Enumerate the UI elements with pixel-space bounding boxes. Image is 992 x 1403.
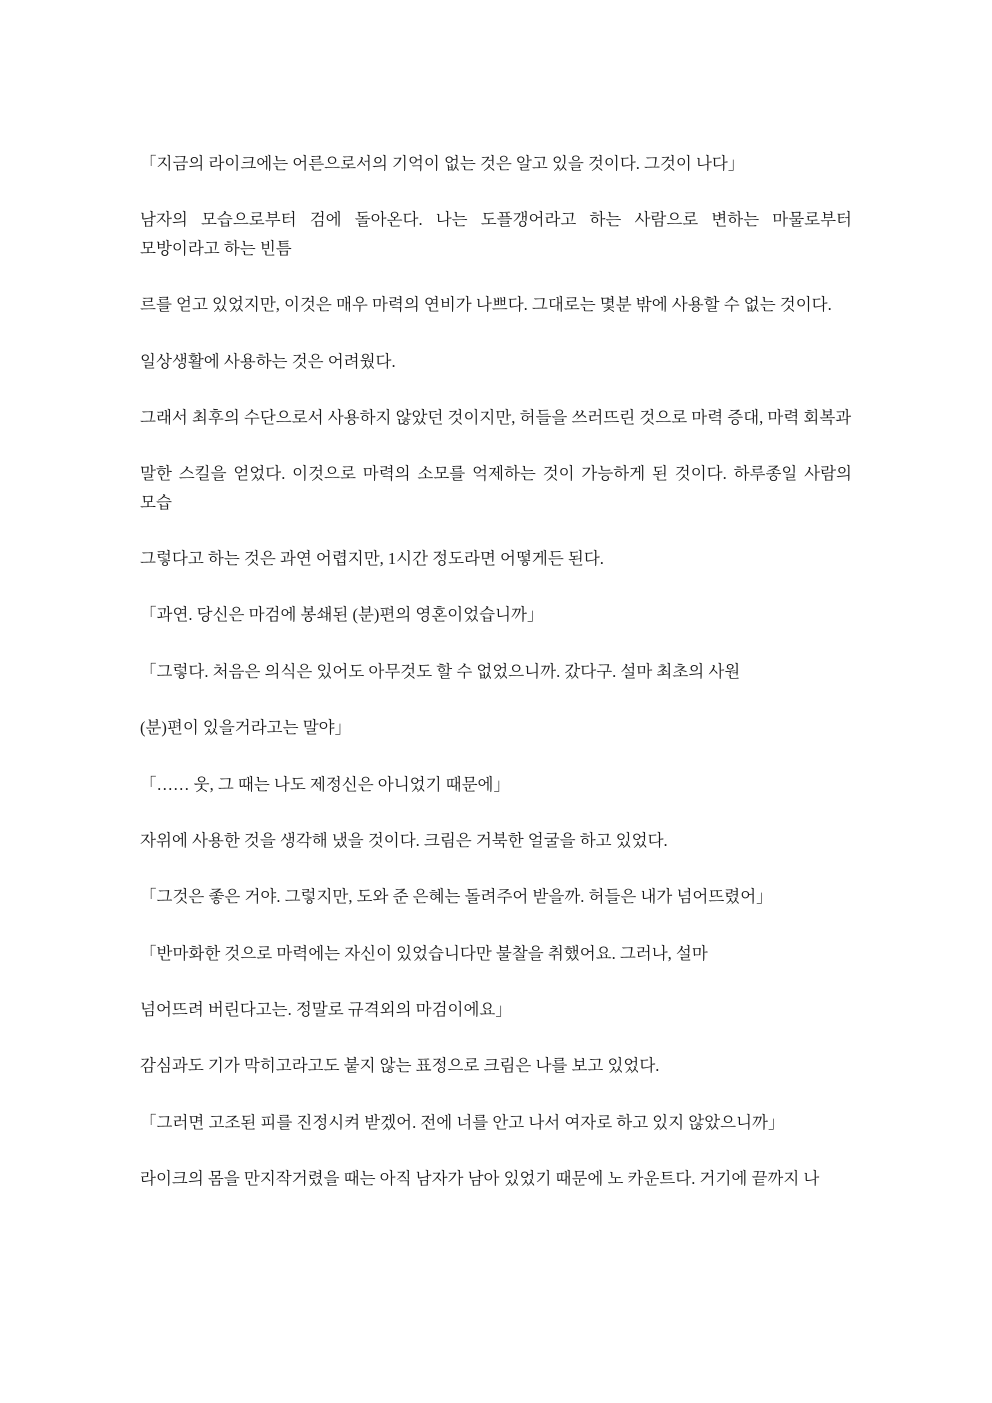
paragraph: (분)편이 있을거라고는 말야」 bbox=[140, 718, 352, 738]
paragraph: 그렇다고 하는 것은 과연 어렵지만, 1시간 정도라면 어떻게든 된다. bbox=[140, 549, 604, 568]
paragraph: 자위에 사용한 것을 생각해 냈을 것이다. 크림은 거북한 얼굴을 하고 있었다. bbox=[140, 830, 668, 850]
paragraph: 남자의 모습으로부터 검에 돌아온다. 나는 도플갱어라고 하는 사람으로 변하는 마물로부터 모방이라고 하는 빈틈 bbox=[140, 210, 852, 258]
paragraph: 「…… 웃, 그 때는 나도 제정신은 아니었기 때문에」 bbox=[140, 774, 510, 794]
paragraph: 라이크의 몸을 만지작거렸을 때는 아직 남자가 남아 있었기 때문에 노 카운트다. 거기에 끝까지 나 bbox=[140, 1169, 820, 1189]
paragraph: 그래서 최후의 수단으로서 사용하지 않았던 것이지만, 허들을 쓰러뜨린 것으로 마력 증대, 마력 회복과 bbox=[140, 407, 852, 427]
paragraph: 「반마화한 것으로 마력에는 자신이 있었습니다만 불찰을 취했어요. 그러나, 설마 bbox=[140, 943, 708, 963]
paragraph: 르를 얻고 있었지만, 이것은 매우 마력의 연비가 나쁘다. 그대로는 몇분 밖에 사용할 수 없는 것이다. bbox=[140, 295, 832, 315]
paragraph: 일상생활에 사용하는 것은 어려웠다. bbox=[140, 351, 396, 371]
paragraph: 「지금의 라이크에는 어른으로서의 기억이 없는 것은 알고 있을 것이다. 그것이 나다」 bbox=[140, 154, 745, 173]
paragraph: 「과연. 당신은 마검에 봉쇄된 (분)편의 영혼이었습니까」 bbox=[140, 605, 544, 625]
document-body bbox=[140, 150, 852, 1194]
paragraph: 감심과도 기가 막히고라고도 붙지 않는 표정으로 크림은 나를 보고 있었다. bbox=[140, 1056, 660, 1076]
paragraph: 「그렇다. 처음은 의식은 있어도 아무것도 할 수 없었으니까. 갔다구. 설마 최초의 사원 bbox=[140, 661, 741, 681]
paragraph: 넘어뜨려 버린다고는. 정말로 규격외의 마검이에요」 bbox=[140, 1000, 512, 1019]
paragraph: 말한 스킬을 얻었다. 이것으로 마력의 소모를 억제하는 것이 가능하게 된 것이다. 하루종일 사람의 모습 bbox=[140, 464, 852, 512]
paragraph: 「그러면 고조된 피를 진정시켜 받겠어. 전에 너를 안고 나서 여자로 하고 있지 않았으니까」 bbox=[140, 1112, 785, 1132]
paragraph: 「그것은 좋은 거야. 그렇지만, 도와 준 은혜는 돌려주어 받을까. 허들은 내가 넘어뜨렸어」 bbox=[140, 887, 773, 907]
